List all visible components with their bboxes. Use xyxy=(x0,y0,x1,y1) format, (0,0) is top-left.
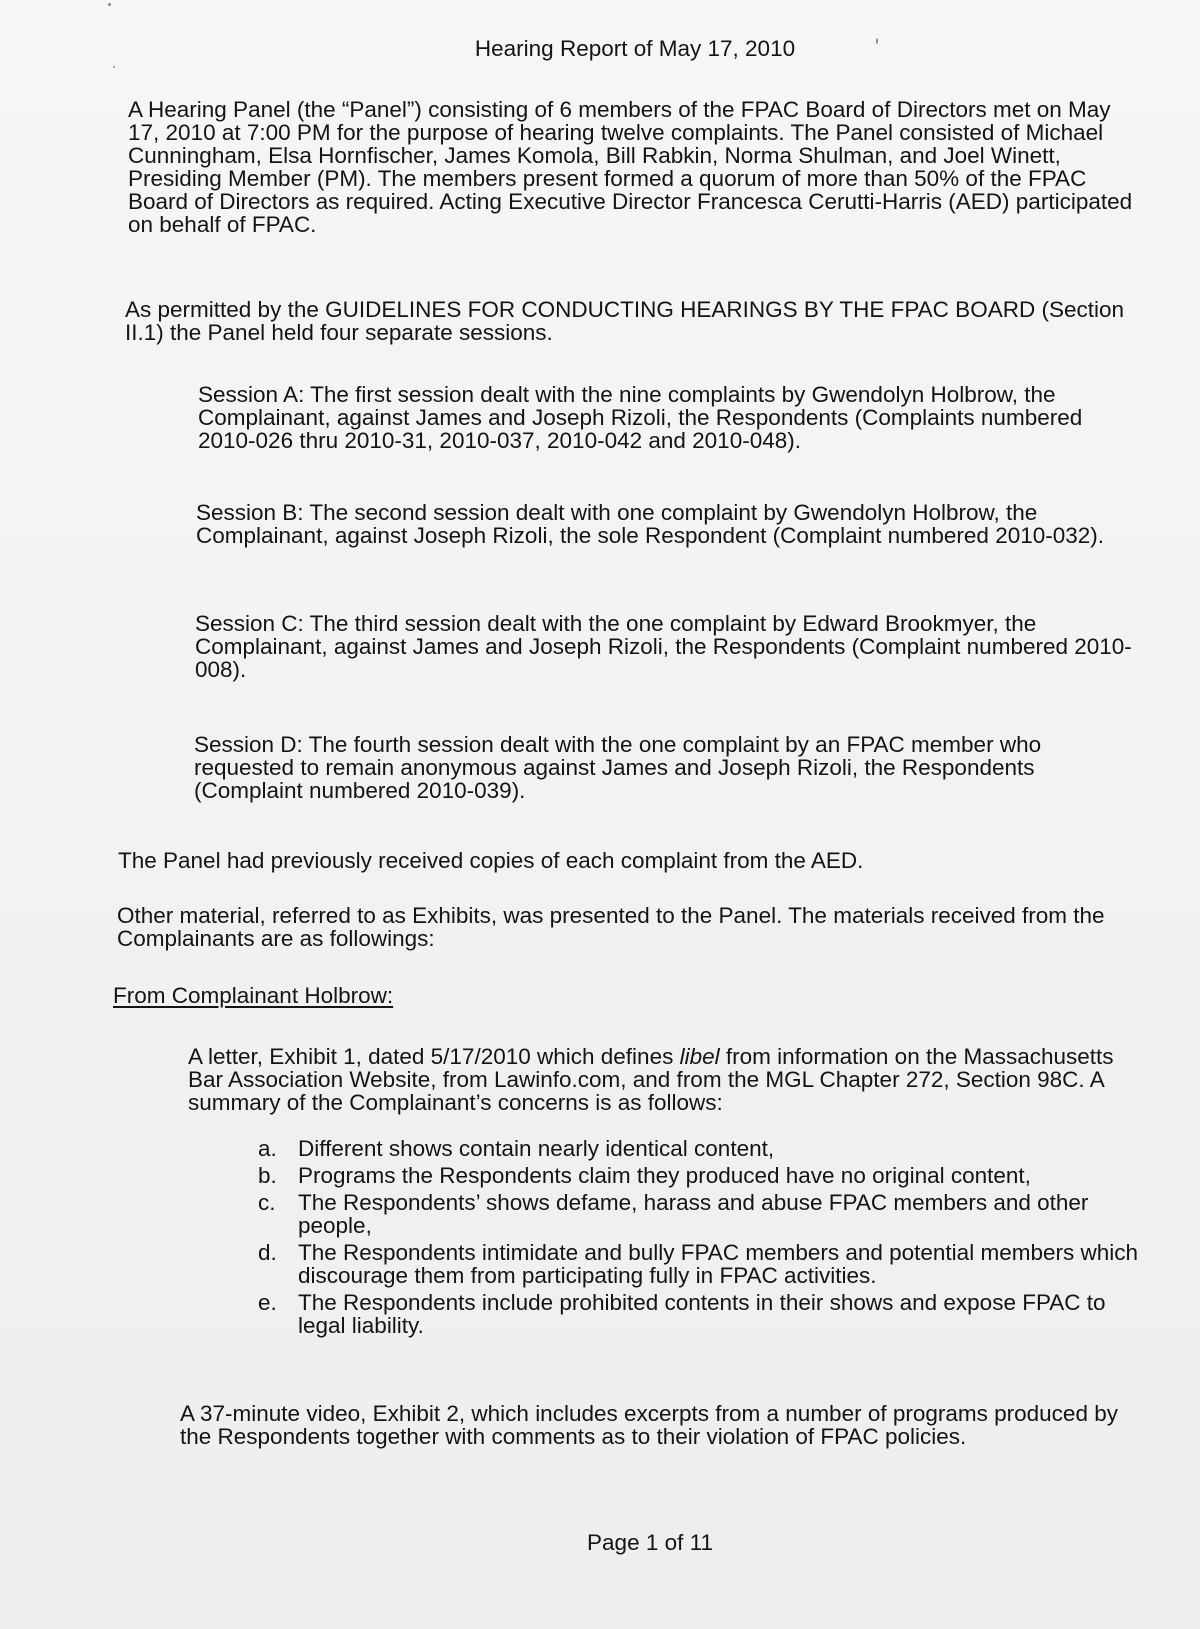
list-item-text: Programs the Respondents claim they produced have no original content, xyxy=(298,1163,1031,1188)
intro-paragraph: A Hearing Panel (the “Panel”) consisting of 6 members of the FPAC Board of Directors met on May 17, 2010 at 7:00 PM for the purpose of hearing twelve complaints. The Panel consisted of Michael Cunningham, Elsa Hornfischer, James Komola, Bill Rabkin, Norma Shulman, and Joel Winett, Presiding Member (PM). The members present formed a quorum of more than 50% of the FPAC Board of Directors as required. Acting Executive Director Francesca Cerutti-Harris (AED) participated on behalf of FPAC. xyxy=(128,97,1133,237)
previously-received-paragraph: The Panel had previously received copies of each complaint from the AED. xyxy=(118,848,864,873)
list-item xyxy=(258,1291,1158,1337)
session-d-paragraph: Session D: The fourth session dealt with the one complaint by an FPAC member who requested to remain anonymous against James and Joseph Rizoli, the Respondents (Complaint numbered 2010-039). xyxy=(194,732,1042,803)
exhibit-1-text-start: A letter, Exhibit 1, dated 5/17/2010 which defines xyxy=(188,1044,680,1069)
list-marker: e. xyxy=(258,1290,277,1315)
scan-speck xyxy=(108,3,111,6)
session-a-paragraph: Session A: The first session dealt with the nine complaints by Gwendolyn Holbrow, the Complainant, against James and Joseph Rizoli, the Respondents (Complaints numbered 2010-026 thru 2010-31, 2010-037, 2010-042 and 2010-048). xyxy=(198,382,1083,453)
list-item-text: The Respondents include prohibited contents in their shows and expose FPAC to legal liability. xyxy=(298,1290,1106,1338)
other-material-paragraph: Other material, referred to as Exhibits, was presented to the Panel. The materials received from the Complainants are as followings: xyxy=(117,903,1105,951)
list-marker: b. xyxy=(258,1163,277,1188)
scan-speck xyxy=(113,66,115,68)
exhibit-1-text-end: from information on the Massachusetts Bar Association Website, from Lawinfo.com, and from the MGL Chapter 272, Section 98C. A summary of the Complainant’s concerns is as follows: xyxy=(188,1044,1114,1115)
guidelines-paragraph: As permitted by the GUIDELINES FOR CONDUCTING HEARINGS BY THE FPAC BOARD (Section II.1) the Panel held four separate sessions. xyxy=(125,297,1124,345)
libel-term: libel xyxy=(679,1044,720,1069)
list-item xyxy=(258,1191,1158,1237)
list-item-text: Different shows contain nearly identical content, xyxy=(298,1136,775,1161)
exhibit-2-paragraph: A 37-minute video, Exhibit 2, which includes excerpts from a number of programs produced by the Respondents together with comments as to their violation of FPAC policies. xyxy=(180,1401,1118,1449)
report-title: Hearing Report of May 17, 2010 xyxy=(474,36,796,61)
list-marker: a. xyxy=(258,1136,277,1161)
list-item xyxy=(258,1137,1158,1160)
session-c-paragraph: Session C: The third session dealt with the one complaint by Edward Brookmyer, the Complainant, against James and Joseph Rizoli, the Respondents (Complaint numbered 2010-008). xyxy=(195,611,1132,682)
list-marker: c. xyxy=(258,1190,276,1215)
list-item xyxy=(258,1164,1158,1187)
page-number: Page 1 of 11 xyxy=(587,1530,713,1555)
list-item-text: The Respondents’ shows defame, harass and abuse FPAC members and other people, xyxy=(298,1190,1089,1238)
list-marker: d. xyxy=(258,1240,277,1265)
list-item-text: The Respondents intimidate and bully FPAC members and potential members which discourage them from participating fully in FPAC activities. xyxy=(298,1240,1138,1288)
holbrow-section-heading: From Complainant Holbrow: xyxy=(113,983,394,1008)
session-b-paragraph: Session B: The second session dealt with one complaint by Gwendolyn Holbrow, the Complainant, against Joseph Rizoli, the sole Respondent (Complaint numbered 2010-032). xyxy=(196,500,1105,548)
concerns-list xyxy=(258,1137,1158,1341)
list-item xyxy=(258,1241,1158,1287)
exhibit-1-paragraph xyxy=(188,1045,1138,1114)
